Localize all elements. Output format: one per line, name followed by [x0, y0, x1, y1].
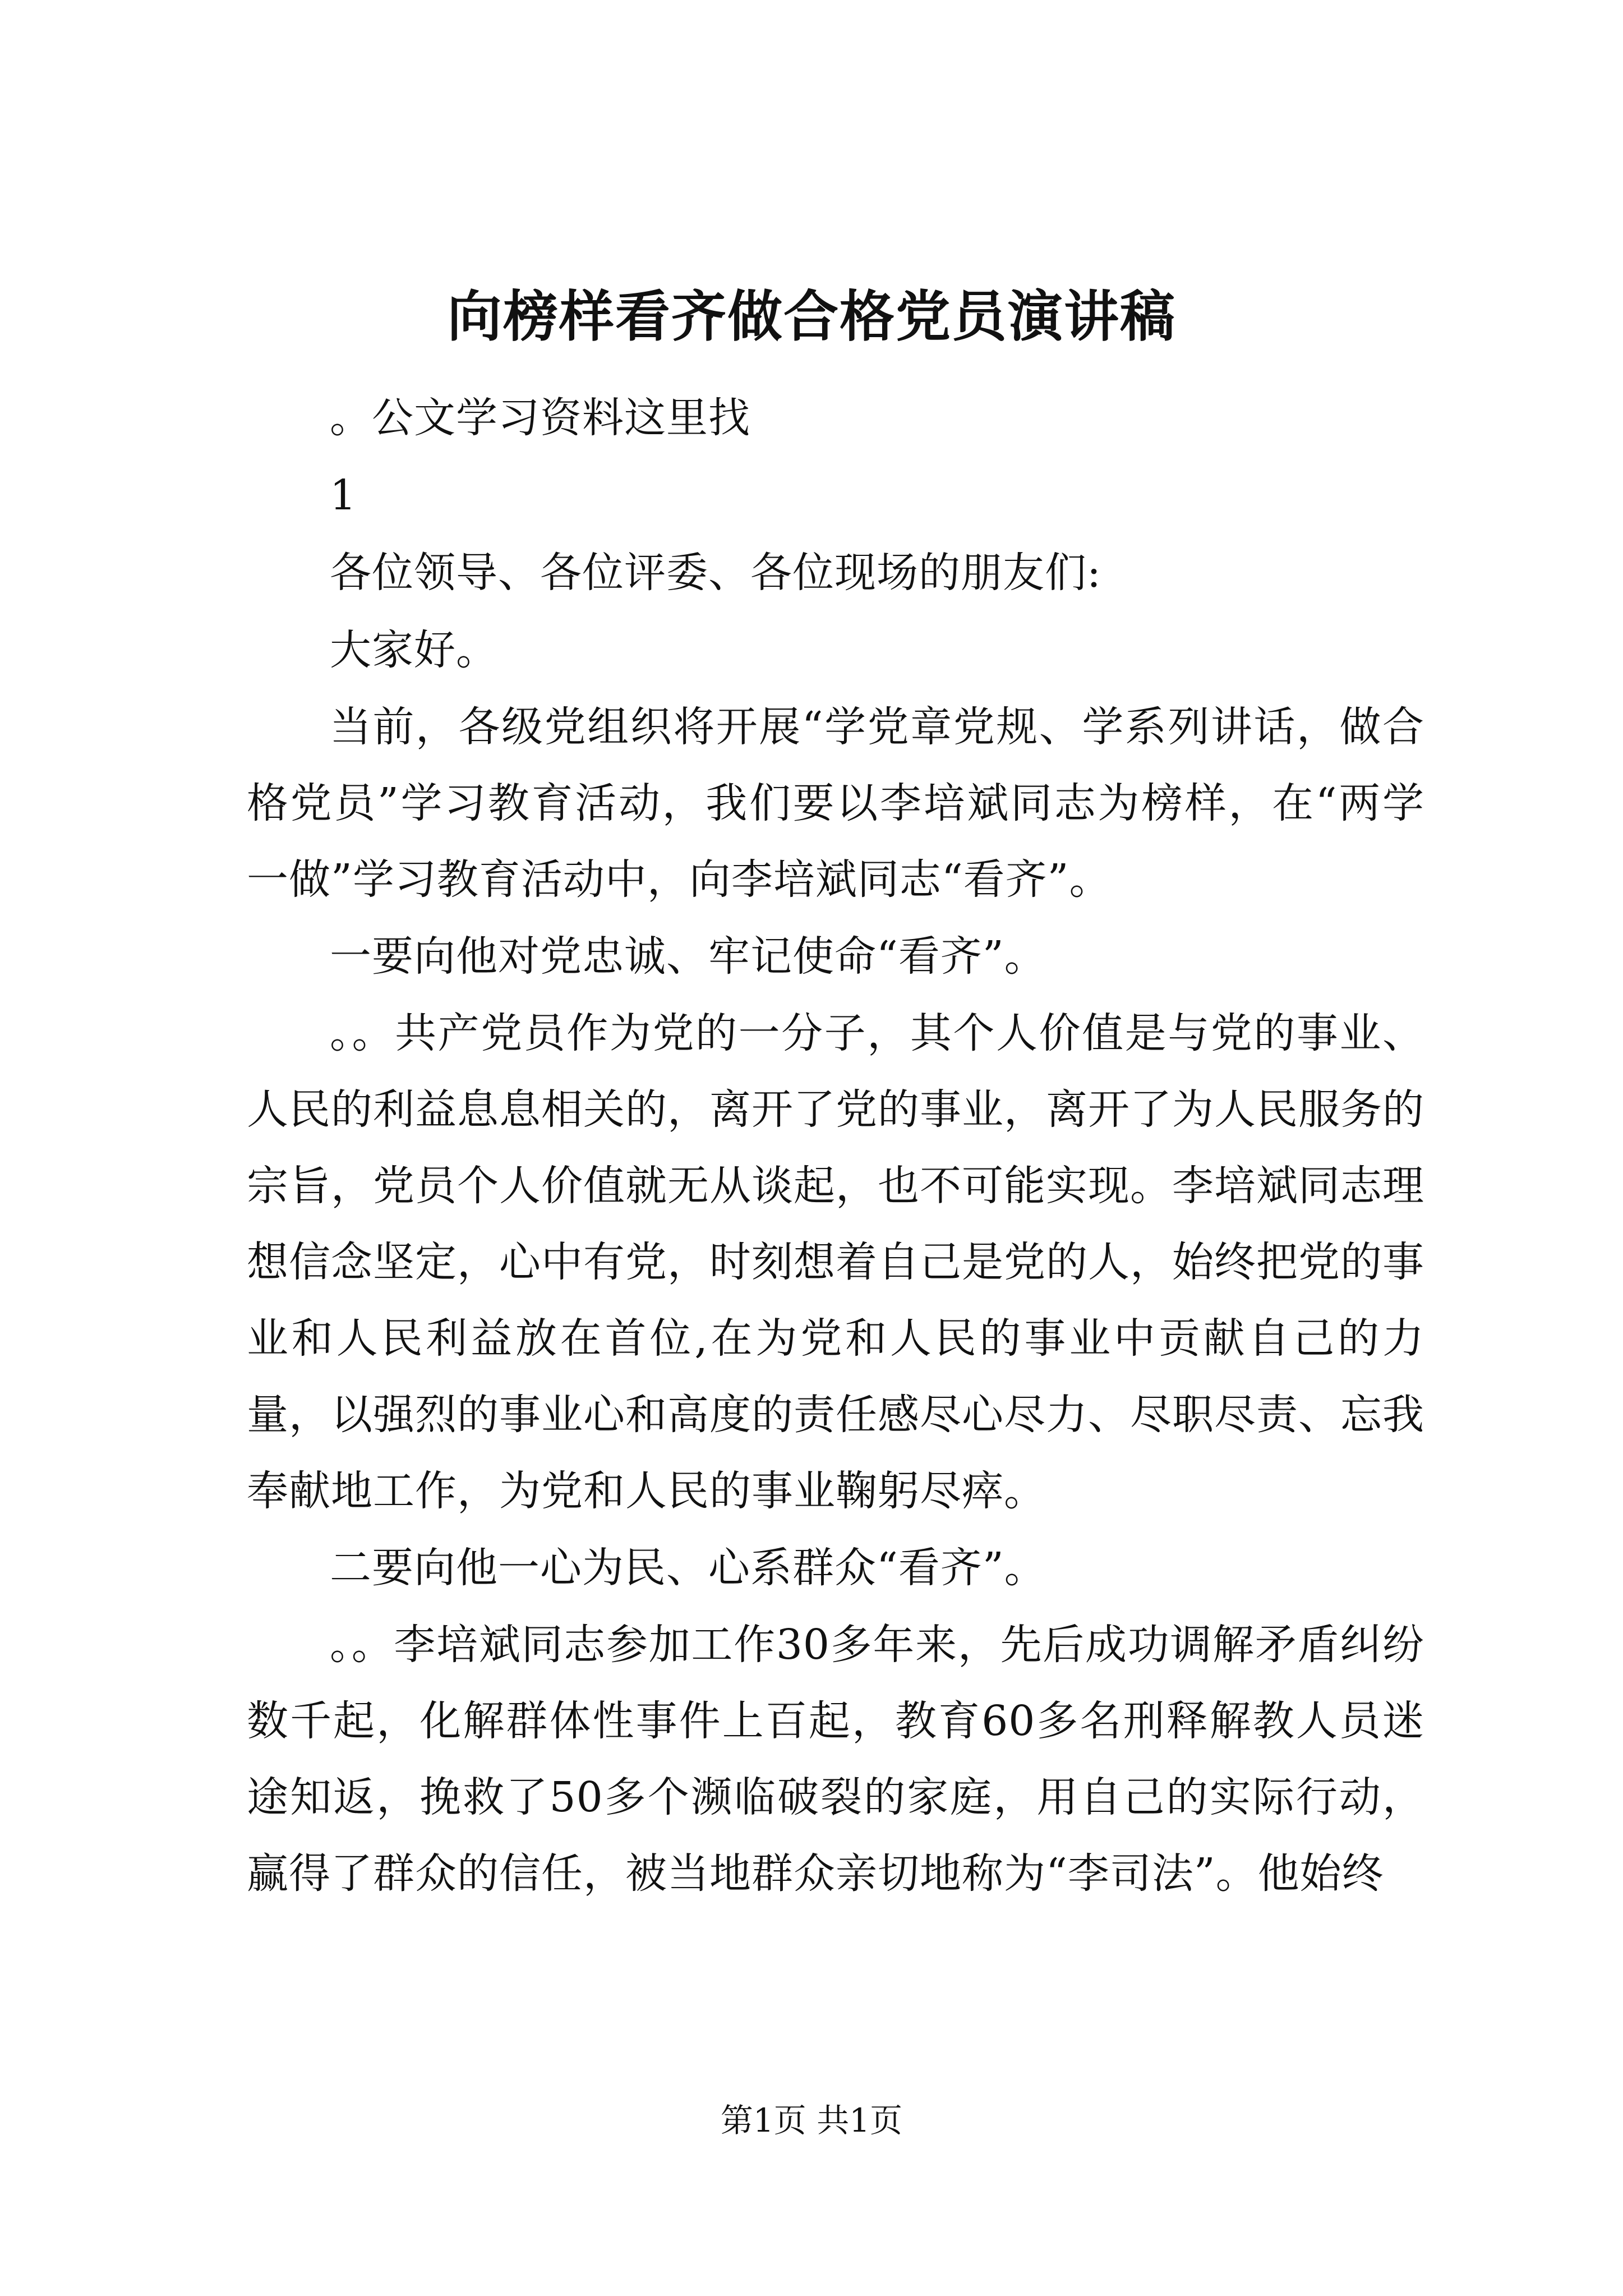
paragraph-heading-one: 一要向他对党忠诚、牢记使命“看齐”。	[330, 932, 1046, 981]
paragraph-heading-two: 二要向他一心为民、心系群众“看齐”。	[330, 1544, 1046, 1592]
paragraph-source-note: 。公文学习资料这里找	[330, 394, 750, 442]
paragraph-people-body: 。。李培斌同志参加工作30多年来，先后成功调解矛盾纠纷数千起，化解群体性事件上百起，教育60多名刑释解教人员迷途知返，挽救了50多个濒临破裂的家庭，用自己的实际行动，赢得了群众的信任，被当地群众亲切地称为“李司法”。他始终	[247, 1621, 1424, 1898]
paragraph-loyalty-body: 。。共产党员作为党的一分子，其个人价值是与党的事业、人民的利益息息相关的，离开了党的事业，离开了为人民服务的宗旨，党员个人价值就无从谈起，也不可能实现。李培斌同志理想信念坚定，心中有党，时刻想着自己是党的人，始终把党的事业和人民利益放在首位,在为党和人民的事业中贡献自己的力量，以强烈的事业心和高度的责任感尽心尽力、尽职尽责、忘我奉献地工作，为党和人民的事业鞠躬尽瘁。	[247, 1009, 1424, 1515]
paragraph-salutation: 各位领导、各位评委、各位现场的朋友们:	[330, 549, 1101, 597]
paragraph-introduction: 当前，各级党组织将开展“学党章党规、学系列讲话，做合格党员”学习教育活动，我们要以李培斌同志为榜样，在“两学一做”学习教育活动中，向李培斌同志“看齐”。	[247, 703, 1424, 904]
paragraph-number: 1	[330, 471, 357, 519]
document-body	[247, 379, 1424, 1912]
page-footer: 第1页 共1页	[720, 2101, 903, 2139]
paragraph-greeting: 大家好。	[330, 626, 498, 674]
document-title: 向榜样看齐做合格党员演讲稿	[446, 284, 1176, 349]
